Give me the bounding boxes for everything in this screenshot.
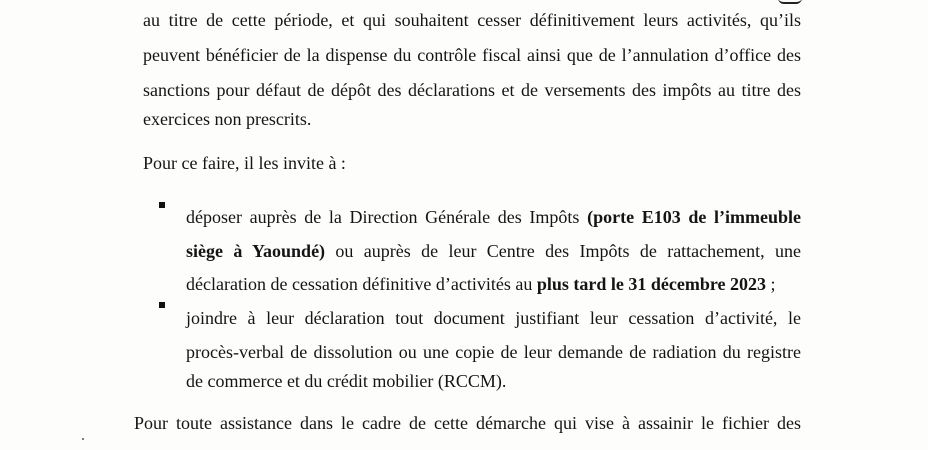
paragraph-line: peuvent bénéficier de la dispense du contrôle fiscal ainsi que de l’annulation d’office des bbox=[143, 45, 801, 65]
bullet-text: déposer auprès de la Direction Générale des Impôts bbox=[186, 207, 588, 227]
bullet-line bbox=[186, 273, 776, 295]
bullet-line: joindre à leur déclaration tout document justifiant leur cessation d’activité, le bbox=[186, 308, 801, 328]
deadline-text: plus tard le 31 décembre 2023 bbox=[536, 274, 767, 294]
bullet-text-bold: (porte E103 de l’immeuble bbox=[587, 207, 802, 227]
bullet-line: de commerce et du crédit mobilier (RCCM). bbox=[186, 371, 507, 391]
cut-off-glyph bbox=[778, 0, 802, 4]
bullet-marker bbox=[159, 302, 165, 308]
bullet-text-bold: siège à Yaoundé) bbox=[186, 241, 326, 261]
bullet-text: ou auprès de leur Centre des Impôts de rattachement, une bbox=[325, 241, 801, 261]
bullet-line bbox=[186, 240, 801, 262]
paragraph-line: au titre de cette période, et qui souhaitent cesser définitivement leurs activités, qu’ils bbox=[143, 10, 801, 30]
bullet-marker bbox=[159, 202, 165, 208]
paragraph-line: exercices non prescrits. bbox=[143, 109, 312, 129]
closing-line: Pour toute assistance dans le cadre de cette démarche qui vise à assainir le fichier des bbox=[134, 413, 801, 433]
bullet-line: procès-verbal de dissolution ou une copie de leur demande de radiation du registre bbox=[186, 342, 801, 362]
intro-text: Pour ce faire, il les invite à : bbox=[143, 153, 346, 173]
paragraph-line: sanctions pour défaut de dépôt des déclarations et de versements des impôts au titre des bbox=[143, 80, 801, 100]
bullet-text: ; bbox=[766, 274, 776, 294]
scan-speck bbox=[82, 438, 84, 440]
bullet-text: déclaration de cessation définitive d’activités au bbox=[186, 274, 537, 294]
bullet-line bbox=[186, 206, 801, 228]
